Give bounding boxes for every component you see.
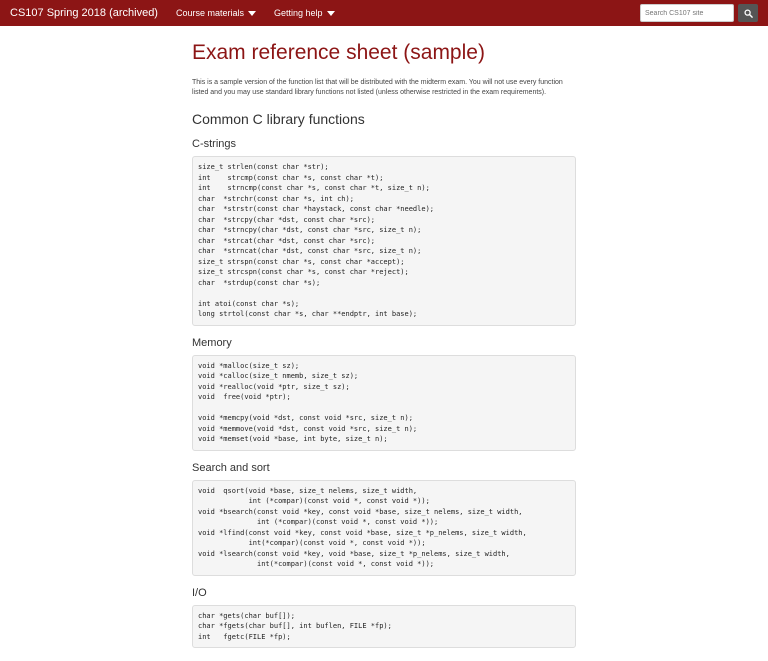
- io-code-block: char *gets(char buf[]); char *fgets(char buf[], int buflen, FILE *fp); int fgetc(FILE *fp);: [192, 605, 576, 649]
- course-materials-menu[interactable]: [176, 8, 256, 18]
- memory-code-block: void *malloc(size_t sz); void *calloc(size_t nmemb, size_t sz); void *realloc(void *ptr, size_t sz); void free(void *ptr); void *memcpy(void *dst, const void *src, size_t n); void *memmove(void *dst, const void *src, size_t n); void *memset(void *base, int byte, size_t n);: [192, 355, 576, 451]
- search-sort-heading: Search and sort: [192, 461, 270, 474]
- site-brand-link[interactable]: CS107 Spring 2018 (archived): [10, 7, 158, 19]
- page-title: Exam reference sheet (sample): [192, 41, 485, 64]
- cstrings-code-block: size_t strlen(const char *str); int strcmp(const char *s, const char *t); int strncmp(const char *s, const char *t, size_t n); char *strchr(const char *s, int ch); char *strstr(const char *haystack, const char *needle); char *strcpy(char *dst, const char *src); char *strncpy(char *dst, const char *src, size_t n); char *strcat(char *dst, const char *src); char *strncat(char *dst, const char *src, size_t n); size_t strspn(const char *s, const char *accept); size_t strcspn(const char *s, const char *reject); char *strdup(const char *s); int atoi(const char *s); long strtol(const char *s, char **endptr, int base);: [192, 156, 576, 326]
- section-heading: Common C library functions: [192, 111, 365, 127]
- io-heading: I/O: [192, 586, 207, 599]
- intro-paragraph: This is a sample version of the function list that will be distributed with the midterm exam. You will not use every function listed and you may use standard library functions not listed (unless otherwise restricted in the exam requirements).: [192, 79, 563, 96]
- top-navbar: [0, 0, 768, 26]
- site-search: [640, 4, 758, 22]
- search-sort-code-block: void qsort(void *base, size_t nelems, size_t width, int (*compar)(const void *, const void *)); void *bsearch(const void *key, const void *base, size_t nelems, size_t width, int (*compar)(const void *, const void *)); void *lfind(const void *key, const void *base, size_t *p_nelems, size_t width, int(*compar)(const void *, const void *)); void *lsearch(const void *key, void *base, size_t *p_nelems, size_t width, int(*compar)(const void *, const void *));: [192, 480, 576, 576]
- course-materials-label: Course materials: [175, 8, 245, 18]
- caret-down-icon: [248, 11, 256, 16]
- cstrings-heading: C-strings: [192, 138, 237, 150]
- getting-help-menu[interactable]: [274, 8, 335, 18]
- memory-heading: Memory: [192, 336, 232, 349]
- search-icon: [744, 9, 753, 18]
- search-button[interactable]: [738, 4, 758, 22]
- search-input[interactable]: [640, 4, 734, 22]
- main-content: [192, 40, 576, 648]
- caret-down-icon: [327, 11, 335, 16]
- getting-help-label: Getting help: [274, 8, 323, 18]
